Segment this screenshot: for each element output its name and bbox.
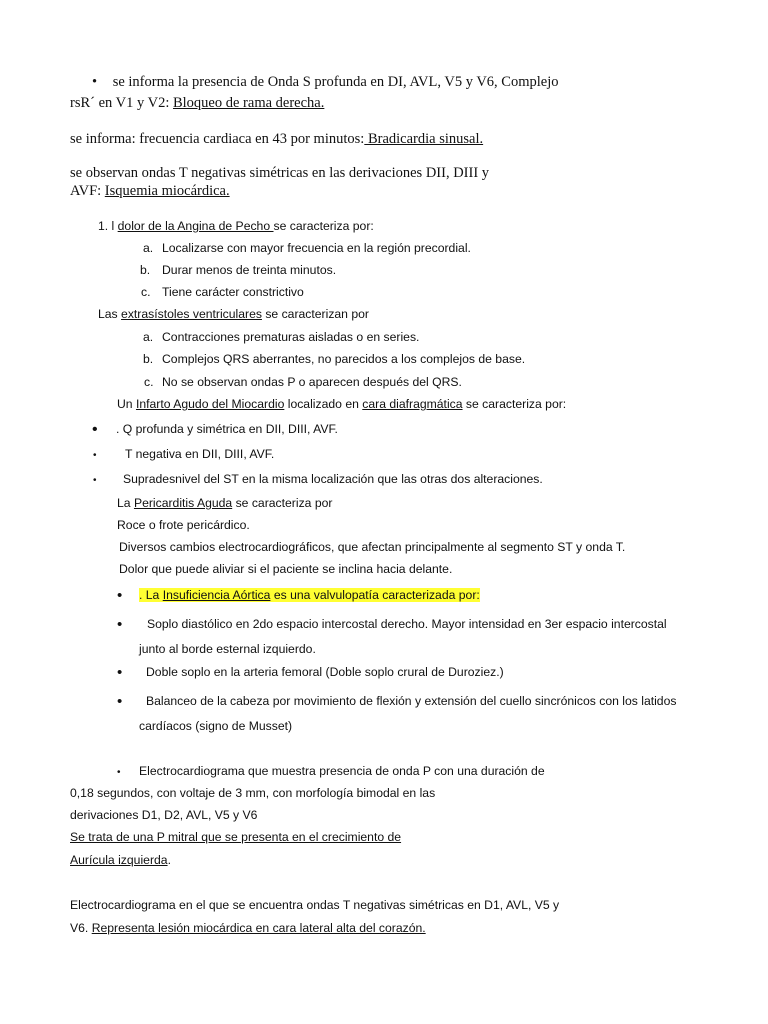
text-line xyxy=(119,540,625,554)
bullet-line xyxy=(92,421,338,439)
text: se caracteriza por xyxy=(232,496,333,510)
text: Supradesnivel del ST en la misma localización que las otras dos alteraciones. xyxy=(123,472,543,486)
text: Contracciones prematuras aisladas o en series. xyxy=(162,330,420,344)
list-marker: c. xyxy=(141,285,151,299)
text: Electrocardiograma en el que se encuentra ondas T negativas simétricas en D1, AVL, V5 y xyxy=(70,898,560,912)
text: Durar menos de treinta minutos. xyxy=(162,263,337,277)
text: . La xyxy=(139,588,163,602)
term: cara diafragmática xyxy=(362,397,463,411)
bullet-icon: • xyxy=(93,475,97,486)
bullet-line xyxy=(117,587,480,604)
term: Infarto Agudo del Miocardio xyxy=(135,397,285,411)
text: se informa: frecuencia cardiaca en 43 por minutos: xyxy=(70,131,365,147)
bullet-line xyxy=(117,693,677,710)
text: se caracteriza por: xyxy=(273,219,374,233)
text: V6. xyxy=(70,921,92,935)
bullet-line xyxy=(117,664,504,681)
text-line xyxy=(119,562,452,576)
bullet-line xyxy=(117,616,667,633)
text: derivaciones D1, D2, AVL, V5 y V6 xyxy=(70,808,258,822)
list-item xyxy=(143,352,526,366)
text: 0,18 segundos, con voltaje de 3 mm, con morfología bimodal en las xyxy=(70,786,436,800)
list-item xyxy=(143,241,471,255)
text: Localizarse con mayor frecuencia en la región precordial. xyxy=(162,241,471,255)
section-heading xyxy=(117,397,566,411)
text: Dolor que puede aliviar si el paciente se inclina hacia delante. xyxy=(119,562,453,576)
term: Pericarditis Aguda xyxy=(133,496,233,510)
bullet-icon: • xyxy=(117,587,123,604)
text-line xyxy=(70,898,559,912)
text: AVF: xyxy=(70,183,105,199)
list-marker: b. xyxy=(143,352,154,366)
text: Las xyxy=(98,307,122,321)
text-line xyxy=(70,921,426,935)
conclusion: Representa lesión miocárdica en cara lateral alta del corazón. xyxy=(91,921,426,935)
text: Roce o frote pericárdico. xyxy=(117,518,250,532)
bullet-icon: • xyxy=(117,693,123,710)
list-marker: b. xyxy=(140,263,151,277)
text-line xyxy=(70,165,489,182)
list-number: 1. xyxy=(98,219,109,233)
diagnosis: Bradicardia sinusal. xyxy=(364,131,484,147)
text: La xyxy=(117,496,134,510)
list-item xyxy=(144,375,462,389)
text-line xyxy=(70,853,171,867)
bullet-icon: • xyxy=(93,450,97,461)
text: Complejos QRS aberrantes, no parecidos a los complejos de base. xyxy=(162,352,526,366)
list-item xyxy=(141,285,304,299)
list-item xyxy=(140,263,337,277)
text: se caracterizan por xyxy=(261,307,369,321)
text-line xyxy=(70,786,435,800)
highlighted-heading xyxy=(139,588,480,602)
text: se informa la presencia de Onda S profunda en DI, AVL, V5 y V6, Complejo xyxy=(112,74,559,90)
bullet-line xyxy=(93,447,275,461)
text: Soplo diastólico en 2do espacio intercostal derecho. Mayor intensidad en 3er espacio intercostal xyxy=(147,617,667,631)
section-heading xyxy=(98,307,369,321)
text-line xyxy=(70,830,401,844)
term: Insuficiencia Aórtica xyxy=(162,588,271,602)
text: se caracteriza por: xyxy=(462,397,567,411)
text: cardíacos (signo de Musset) xyxy=(139,719,293,733)
bullet-icon: • xyxy=(117,616,123,633)
term: extrasístoles ventriculares xyxy=(121,307,262,321)
text: . xyxy=(167,853,171,867)
text-line xyxy=(139,719,292,733)
bullet-icon: • xyxy=(117,664,123,681)
list-marker: a. xyxy=(143,241,154,255)
text: l xyxy=(108,219,118,233)
text: Doble soplo en la arteria femoral (Doble soplo crural de Duroziez.) xyxy=(146,665,504,679)
text: Un xyxy=(117,397,136,411)
text: rsR´ en V1 y V2: xyxy=(70,95,173,111)
conclusion: Se trata de una P mitral que se presenta en el crecimiento de xyxy=(70,830,402,844)
text: se observan ondas T negativas simétricas en las derivaciones DII, DIII y xyxy=(70,165,490,181)
text: localizado en xyxy=(284,397,363,411)
text: . Q profunda y simétrica en DII, DIII, AVF. xyxy=(116,422,338,436)
text-line xyxy=(117,518,250,532)
text-line xyxy=(70,808,257,822)
list-marker: c. xyxy=(144,375,154,389)
bullet-icon: • xyxy=(92,421,98,438)
diagnosis: Isquemia miocárdica. xyxy=(104,183,230,199)
bullet-icon: • xyxy=(92,74,98,90)
section-heading xyxy=(117,496,332,510)
text: Balanceo de la cabeza por movimiento de flexión y extensión del cuello sincrónicos con los latidos xyxy=(146,694,677,708)
list-marker: a. xyxy=(143,330,154,344)
text-line xyxy=(70,183,230,200)
text-line xyxy=(70,95,324,112)
diagnosis-link: Bloqueo de rama derecha. xyxy=(172,95,325,111)
bullet-icon: • xyxy=(117,767,121,778)
text: Electrocardiograma que muestra presencia de onda P con una duración de xyxy=(139,764,545,778)
conclusion: Aurícula izquierda xyxy=(70,853,168,867)
list-item xyxy=(143,330,420,344)
bullet-line xyxy=(92,74,559,91)
text: T negativa en DII, DIII, AVF. xyxy=(125,447,275,461)
text-line xyxy=(70,131,483,148)
text: es una valvulopatía caracterizada por: xyxy=(270,588,480,602)
text: Tiene carácter constrictivo xyxy=(162,285,304,299)
text-line xyxy=(139,642,316,656)
text: No se observan ondas P o aparecen después del QRS. xyxy=(162,375,462,389)
text: Diversos cambios electrocardiográficos, que afectan principalmente al segmento ST y onda T. xyxy=(119,540,626,554)
text: junto al borde esternal izquierdo. xyxy=(139,642,316,656)
bullet-line xyxy=(117,764,545,778)
term: dolor de la Angina de Pecho xyxy=(117,219,274,233)
numbered-heading xyxy=(98,219,374,233)
bullet-line xyxy=(93,472,543,486)
